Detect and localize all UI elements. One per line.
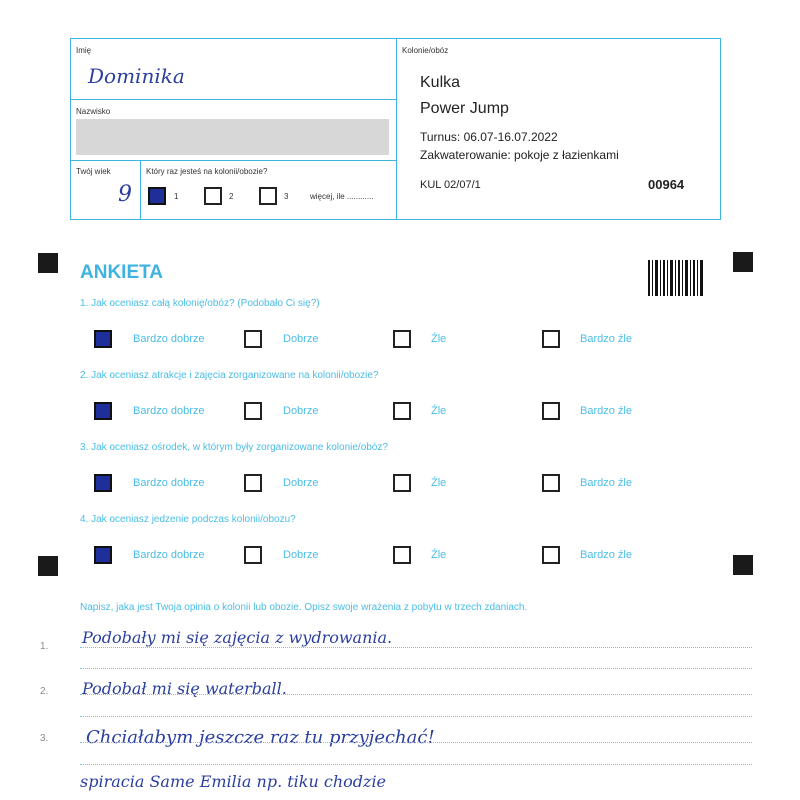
q3-checkbox-bardzo-dobrze[interactable] <box>94 474 112 492</box>
q1-checkbox-bardzo-zle[interactable] <box>542 330 560 348</box>
question-3: 3. Jak oceniasz ośrodek, w którym były zorganizowane kolonie/obóz? <box>80 442 388 453</box>
accommodation-text: Zakwaterowanie: pokoje z łazienkami <box>420 148 619 162</box>
q3-checkbox-dobrze[interactable] <box>244 474 262 492</box>
times-option-3: 3 <box>284 192 289 201</box>
opinion-prompt: Napisz, jaka jest Twoja opinia o kolonii lub obozie. Opisz swoje wrażenia z pobytu w trzech zdaniach. <box>80 602 528 613</box>
camp-name-2: Power Jump <box>420 100 509 117</box>
opinion-dotted-line-3a <box>80 742 752 743</box>
q3-checkbox-bardzo-zle[interactable] <box>542 474 560 492</box>
q2-checkbox-dobrze[interactable] <box>244 402 262 420</box>
q1-option-zle: Źle <box>431 333 447 345</box>
q4-checkbox-bardzo-zle[interactable] <box>542 546 560 564</box>
opinion-number-3: 3. <box>40 733 49 744</box>
camp-code: KUL 02/07/1 <box>420 179 481 191</box>
opinion-dotted-line-1a <box>80 647 752 648</box>
camp-name-1: Kulka <box>420 74 461 91</box>
surname-label: Nazwisko <box>76 107 111 116</box>
name-label: Imię <box>76 46 92 55</box>
q3-option-dobrze: Dobrze <box>283 477 319 489</box>
q4-option-bardzo-dobrze: Bardzo dobrze <box>133 549 205 561</box>
q4-checkbox-bardzo-dobrze[interactable] <box>94 546 112 564</box>
q2-checkbox-bardzo-zle[interactable] <box>542 402 560 420</box>
registration-mark-bottom-right <box>733 555 753 575</box>
age-handwriting[interactable]: 9 <box>118 182 132 207</box>
opinion-line-1[interactable]: Podobały mi się zajęcia z wydrowania. <box>82 628 393 647</box>
opinion-dotted-line-2b <box>80 716 752 717</box>
q2-checkbox-zle[interactable] <box>393 402 411 420</box>
q1-option-bardzo-dobrze: Bardzo dobrze <box>133 333 205 345</box>
turnus-text: Turnus: 06.07-16.07.2022 <box>420 130 558 144</box>
opinion-dotted-line-3b <box>80 764 752 765</box>
surname-redacted <box>76 119 389 155</box>
q4-option-bardzo-zle: Bardzo źle <box>580 549 632 561</box>
question-1: 1. Jak oceniasz całą kolonię/obóz? (Podobało Ci się?) <box>80 298 320 309</box>
question-4: 4. Jak oceniasz jedzenie podczas kolonii/obozu? <box>80 514 296 525</box>
camp-label: Kolonie/obóz <box>402 46 449 55</box>
q2-option-bardzo-dobrze: Bardzo dobrze <box>133 405 205 417</box>
survey-title: ANKIETA <box>80 262 164 283</box>
barcode <box>648 260 703 296</box>
question-2: 2. Jak oceniasz atrakcje i zajęcia zorganizowane na kolonii/obozie? <box>80 370 379 381</box>
registration-mark-bottom-left <box>38 556 58 576</box>
q2-option-zle: Źle <box>431 405 447 417</box>
q2-checkbox-bardzo-dobrze[interactable] <box>94 402 112 420</box>
times-checkbox-3[interactable] <box>259 187 277 205</box>
opinion-line-4[interactable]: spiracia Same Emilia np. tiku chodzie <box>80 772 387 791</box>
opinion-line-3[interactable]: Chciałabym jeszcze raz tu przyjechać! <box>86 727 435 748</box>
form-number: 00964 <box>648 177 685 192</box>
times-checkbox-2[interactable] <box>204 187 222 205</box>
registration-mark-top-right <box>733 252 753 272</box>
opinion-dotted-line-1b <box>80 668 752 669</box>
q3-option-bardzo-dobrze: Bardzo dobrze <box>133 477 205 489</box>
times-option-1: 1 <box>174 192 179 201</box>
q1-option-bardzo-zle: Bardzo źle <box>580 333 632 345</box>
age-label: Twój wiek <box>76 167 111 176</box>
q4-option-zle: Źle <box>431 549 447 561</box>
registration-mark-top-left <box>38 253 58 273</box>
q1-checkbox-bardzo-dobrze[interactable] <box>94 330 112 348</box>
times-checkbox-1[interactable] <box>148 187 166 205</box>
camp-box <box>396 38 721 220</box>
q3-option-zle: Źle <box>431 477 447 489</box>
name-handwriting[interactable]: Dominika <box>88 64 185 88</box>
q4-option-dobrze: Dobrze <box>283 549 319 561</box>
times-more-label: więcej, ile ............ <box>310 192 374 201</box>
times-option-2: 2 <box>229 192 234 201</box>
q1-option-dobrze: Dobrze <box>283 333 319 345</box>
opinion-number-1: 1. <box>40 641 49 652</box>
q1-checkbox-dobrze[interactable] <box>244 330 262 348</box>
opinion-dotted-line-2a <box>80 694 752 695</box>
q2-option-dobrze: Dobrze <box>283 405 319 417</box>
q1-checkbox-zle[interactable] <box>393 330 411 348</box>
q3-option-bardzo-zle: Bardzo źle <box>580 477 632 489</box>
q4-checkbox-zle[interactable] <box>393 546 411 564</box>
times-label: Który raz jesteś na kolonii/obozie? <box>146 167 268 176</box>
q3-checkbox-zle[interactable] <box>393 474 411 492</box>
q2-option-bardzo-zle: Bardzo źle <box>580 405 632 417</box>
opinion-line-2[interactable]: Podobał mi się waterball. <box>82 679 287 698</box>
q4-checkbox-dobrze[interactable] <box>244 546 262 564</box>
opinion-number-2: 2. <box>40 686 49 697</box>
